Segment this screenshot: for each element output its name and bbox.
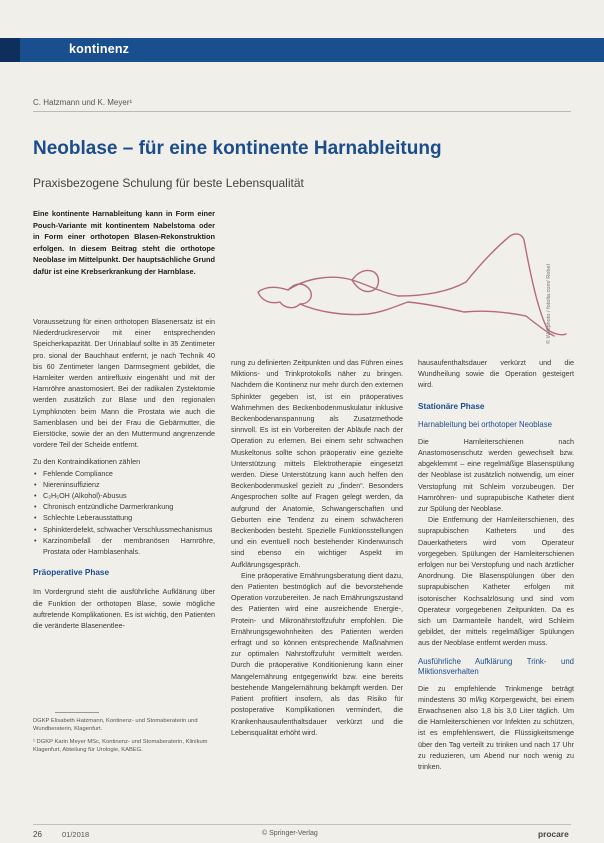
column-right	[418, 357, 574, 772]
column-middle	[231, 357, 403, 738]
list-item: • Niereninsuffizienz	[43, 479, 215, 490]
sub-heading: Harnableitung bei orthotoper Neoblase	[418, 419, 552, 429]
list-item: • C₂H₅OH (Alkohol)-Abusus	[43, 490, 215, 501]
paragraph: Eine präoperative Ernährungsberatung dient dazu, den Patienten bestmöglich auf die bevorstehende Operation vorzubereiten. Je nach Ernährungszustand des Patienten wird eine ausreichende Energie-, Protein- und Mikronährstoffzufuhr empfohlen. Die Ernährungsgewohnheiten des Patienten werden erfragt und so können entsprechende Maßnahmen zur optimalen Nahrstoffzufuhr vermittelt werden. Durch die präoperative Konditionierung kann einer Mangelernährung entgegenwirkt bzw. eine bereits bestehende Mangelernährung bekämpft werden. Der Patient profitiert insofern, als das Risiko für postoperative Komplikationen vermindert, die Krankenhausaufenthaltsdauer verkürzt und die Lebensqualität erhöht wird.	[231, 570, 403, 737]
paragraph: Voraussetzung für einen orthotopen Blasenersatz ist ein Niederdruckreservoir mit einer entsprechenden Speicherkapazität. Der Urinablauf sollte in 35 Zentimeter pro. sional der Bauchhaut entfernt, je nach Technik 40 bis 60 Zentimeter langen Darmsegment gebildet, die Harnleiter werden antirefluxiv eingenäht und mit der Harnröhre anastomosiert. Bei der radikalen Zystektomie werden zusätzlich zur Blase und den regionalen Lymphknoten beim Mann die Prostata wie auch die Samenblasen und bei der Frau die Gebärmutter, die Eierstöcke, sowie der an den Muttermund angrenzende vordere Teil der Scheide entfernt.	[33, 317, 215, 450]
list-item: • Chronisch entzündliche Darmerkrankung	[43, 501, 215, 512]
authors-divider	[33, 111, 571, 112]
publisher: © Springer-Verlag	[262, 830, 318, 837]
paragraph: hausaufenthaltsdauer verkürzt und die Wundheilung sowie die Operation gesteigert wird.	[418, 358, 574, 390]
paragraph: Die Harnleiterschienen nach Anastomosenschutz werden gewechselt bzw. abgeklemmt – eine regelmäßige Blasenspülung der Neoblase ist zusätzlich notwendig, um einer Verstopfung mit Schleim vorzubeugen. Der Harnröhren- und suprapubische Katheter dient zur Spülung der Neoblase.	[418, 436, 574, 514]
footnotes	[33, 718, 215, 760]
list-item: • Sphinkterdefekt, schwacher Verschlussmechanismus	[43, 524, 215, 535]
paragraph: Die zu empfehlende Trinkmenge beträgt mindestens 30 ml/kg Körpergewicht, bei einem Erwachsenen also 1,8 bis 3,0 Liter täglich. Um die Harnleiterschienen vor Infekten zu schützen, ist es empfehlenswert, die Flüssigkeitsmenge über den Tag verteilt zu trinken und nach 17 Uhr zu reduzieren, um Abend nur noch wenig zu trinken.	[418, 683, 574, 772]
contraindications-list	[33, 468, 215, 558]
article-intro: Eine kontinente Harnableitung kann in Form einer Pouch-Variante mit kontinentem Nabelstoma oder in Form einer orthotopen Blasen-Rekonstruktion erfolgen. In diesem Beitrag steht die orthotope Neoblase im Mittelpunkt. Der hauptsächliche Grund dafür ist eine Krebserkrankung der Harnblase.	[33, 209, 215, 276]
paragraph: rung zu definierten Zeitpunkten und das Führen eines Miktions- und Trinkprotokolls näher zu bringen. Nachdem die Kontinenz nur mehr durch den externen Sphinkter gegeben ist, ist ein präoperatives Wahrnehmen des Beckenbodenmuskulatur inklusive Beckenbodenanspannung als Zusatzmethode sinnvoll. Es ist ein Vorbereiten der Abläufe nach der Operation zu erlernen. Bei einem sehr schwachen Muskeltonus sollte schon präoperativ eine gezielte Unterstützung mittels Elektrotherapie eingesetzt werden. Diese Unterstützung kann auch helfen den Beckenbodenmuskel gezielt zu „finden“. Besonders Angesprochen sollte auf Fragen gelegt werden, da aufgrund der Anatomie, Schwangerschaften und Geburten eine Tendenz zu einem schwächeren Beckenboden besteht. Spezielle Funktionsstellungen und ein eventuell noch bestehender Kinderwunsch sind ebenso ein wichtiger Aspekt im Aufklärungsgespräch.	[231, 358, 403, 569]
sub-heading: Ausführliche Aufklärung Trink- und Miktionsverhalten	[418, 656, 574, 676]
list-item: • Fehlende Compliance	[43, 468, 215, 479]
footnote: DGKP Elisabeth Hatzmann, Kontinenz- und Stomaberaterin und Wundberaterin, Klagenfurt.	[33, 718, 198, 732]
paragraph: Im Vordergrund steht die ausführliche Aufklärung über die Funktion der orthotopen Blase, sowie mögliche auftretende Komplikationen. Es ist wichtig, den Patienten die veränderte Blasenentlee-	[33, 587, 215, 631]
column-left	[33, 316, 215, 631]
list-item: • Schlechte Leberausstattung	[43, 512, 215, 523]
section-header-bar	[0, 38, 604, 62]
footer-divider	[33, 824, 571, 825]
section-heading: Stationäre Phase	[418, 401, 485, 411]
footnote: ¹ DGKP Karin Meyer MSc, Kontinenz- und Stomaberaterin, Klinikum Klagenfurt, Abteilung für Urologie, KABEG.	[33, 739, 208, 753]
article-authors: C. Hatzmann und K. Meyer¹	[33, 98, 133, 107]
image-credit	[546, 234, 556, 344]
section-heading: Präoperative Phase	[33, 568, 110, 578]
lying-person-illustration	[248, 212, 570, 352]
paragraph: Zu den Kontraindikationen zählen	[33, 457, 141, 467]
article-subtitle: Praxisbezogene Schulung für beste Lebensqualität	[33, 176, 304, 190]
footnote-divider	[55, 712, 99, 713]
list-item: • Karzinombefall der membranösen Harnröhre, Prostata oder Harnblasenhals.	[43, 535, 215, 557]
journal-brand: procare	[538, 829, 569, 839]
section-header-marker	[0, 38, 20, 62]
page-number: 26	[33, 830, 42, 839]
issue-number: 01/2018	[62, 830, 90, 839]
image-credit-text: © Wellphoto / fotolia.com/ Rebel	[546, 264, 552, 344]
paragraph: Die Entfernung der Harnleiterschienen, des suprapubischen Katheters und des Dauerkatheters wird vom Operateur vorgegeben. Spülungen der Harnleiterschienen erfolgen nur bei Verstopfung und nach ärztlicher Anordnung. Die Blasenspülungen über den suprapubischen Katheter erfolgen mit isotonischer Kochsalzlösung und sind vom Operateur vorgegebenen Zeitpunkten. Da es sich um Darmanteile handelt, wird Schleim gebildet, der mittels regelmäßiger Spülungen aus der Neoblase entfernt werden muss.	[418, 515, 574, 648]
section-label: kontinenz	[69, 42, 130, 56]
article-title: Neoblase – für eine kontinente Harnableitung	[33, 138, 442, 159]
